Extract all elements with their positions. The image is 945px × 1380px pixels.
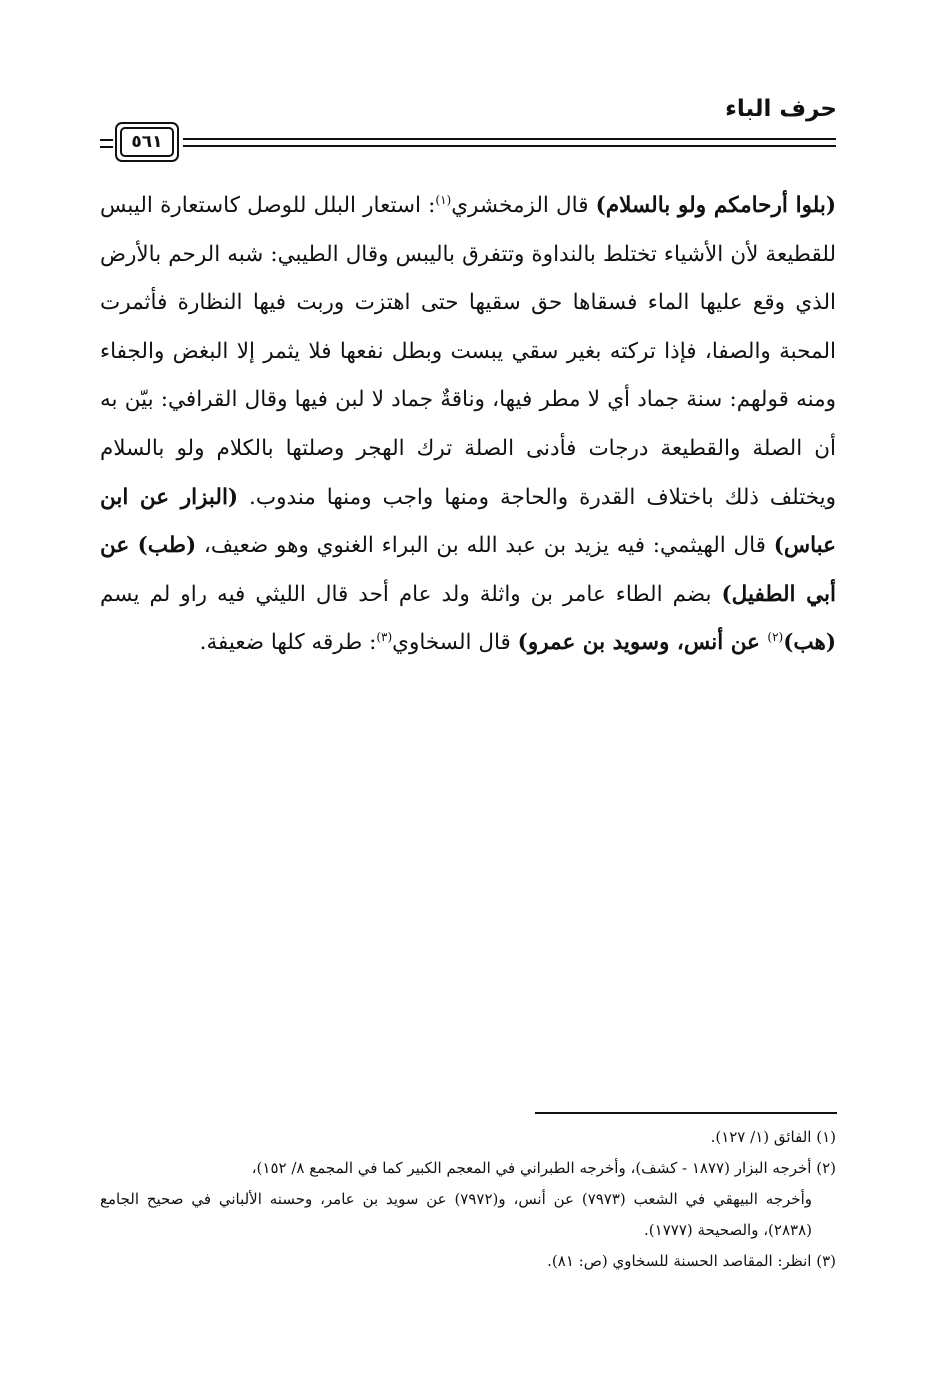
page-number: ٥٦١ [131, 132, 163, 152]
source-bazzar: (البزار عن ابن عباس) [100, 484, 837, 559]
text-segment: قال السخاوي [392, 630, 518, 656]
footnote-ref-1: (١) [435, 192, 452, 207]
footnote-1: (١) الفائق (١/ ١٢٧). [710, 1128, 836, 1146]
footnote-separator [535, 1112, 837, 1114]
text-segment: : طرقه كلها ضعيفة. [199, 630, 377, 656]
text-segment: قال الزمخشري [451, 193, 596, 218]
text-segment: : استعار البلل للوصل كاستعارة اليبس للقطيعة لأن الأشياء تختلط بالنداوة وتتفرق باليبس وقال الطيبي: شبه الرحم بالأرض الذي وقع عليها الماء فسقاها حق سقيها حتى اهتزت وربت فيها النظارة فأثمرت المحبة والصفا، فإذا تركته بغير سقي يبست وبطل نفعها فلا يثمر إلا البغض والجفاء ومنه قولهم: سنة جماد أي لا مطر فيها، وناقةٌ جماد لا لبن فيها وقال القرافي: بيّن به أن الصلة والقطيعة درجات فأدنى الصلة ترك الهجر وصلتها بالكلام ولو بالسلام ويختلف ذلك باختلاف القدرة والحاجة ومنها واجب ومنها مندوب. [100, 193, 836, 510]
page-header-title: حرف الباء [725, 96, 837, 122]
footnote-ref-3: (٣) [376, 630, 393, 645]
footnote-ref-2: (٢) [767, 630, 784, 645]
header-double-rule [183, 138, 836, 147]
header-rule-tail [100, 139, 113, 148]
source-tabarani: (طب) عن أبي الطفيل) [100, 533, 836, 607]
hadith-title: (بلوا أرحامكم ولو بالسلام) [595, 193, 836, 218]
footnote-3: (٣) انظر: المقاصد الحسنة للسخاوي (ص: ٨١). [547, 1252, 836, 1270]
footnote-2 [100, 1153, 836, 1246]
source-anas: عن أنس، وسويد بن عمرو) [517, 630, 768, 656]
text-segment: قال الهيثمي: فيه يزيد بن عبد الله بن البراء الغنوي وهو ضعيف، [196, 533, 774, 559]
text-segment: بضم الطاء عامر بن واثلة ولد عام أحد قال الليثي فيه راو لم يسم [100, 581, 722, 607]
main-paragraph [100, 182, 836, 668]
footnote-2-continuation: وأخرجه البيهقي في الشعب (٧٩٧٣) عن أنس، و(٧٩٧٢) عن سويد بن عامر، وحسنه الألباني في صحيح الجامع (٢٨٣٨)، والصحيحة (١٧٧٧). [100, 1190, 812, 1239]
source-bayhaqi: (هب) [783, 630, 836, 656]
footnotes [100, 1122, 836, 1277]
page-number-frame [115, 122, 179, 162]
footnote-2-first-line: (٢) أخرجه البزار (١٨٧٧ - كشف)، وأخرجه الطبراني في المعجم الكبير كما في المجمع ٨/ ١٥٢)، [251, 1159, 836, 1177]
